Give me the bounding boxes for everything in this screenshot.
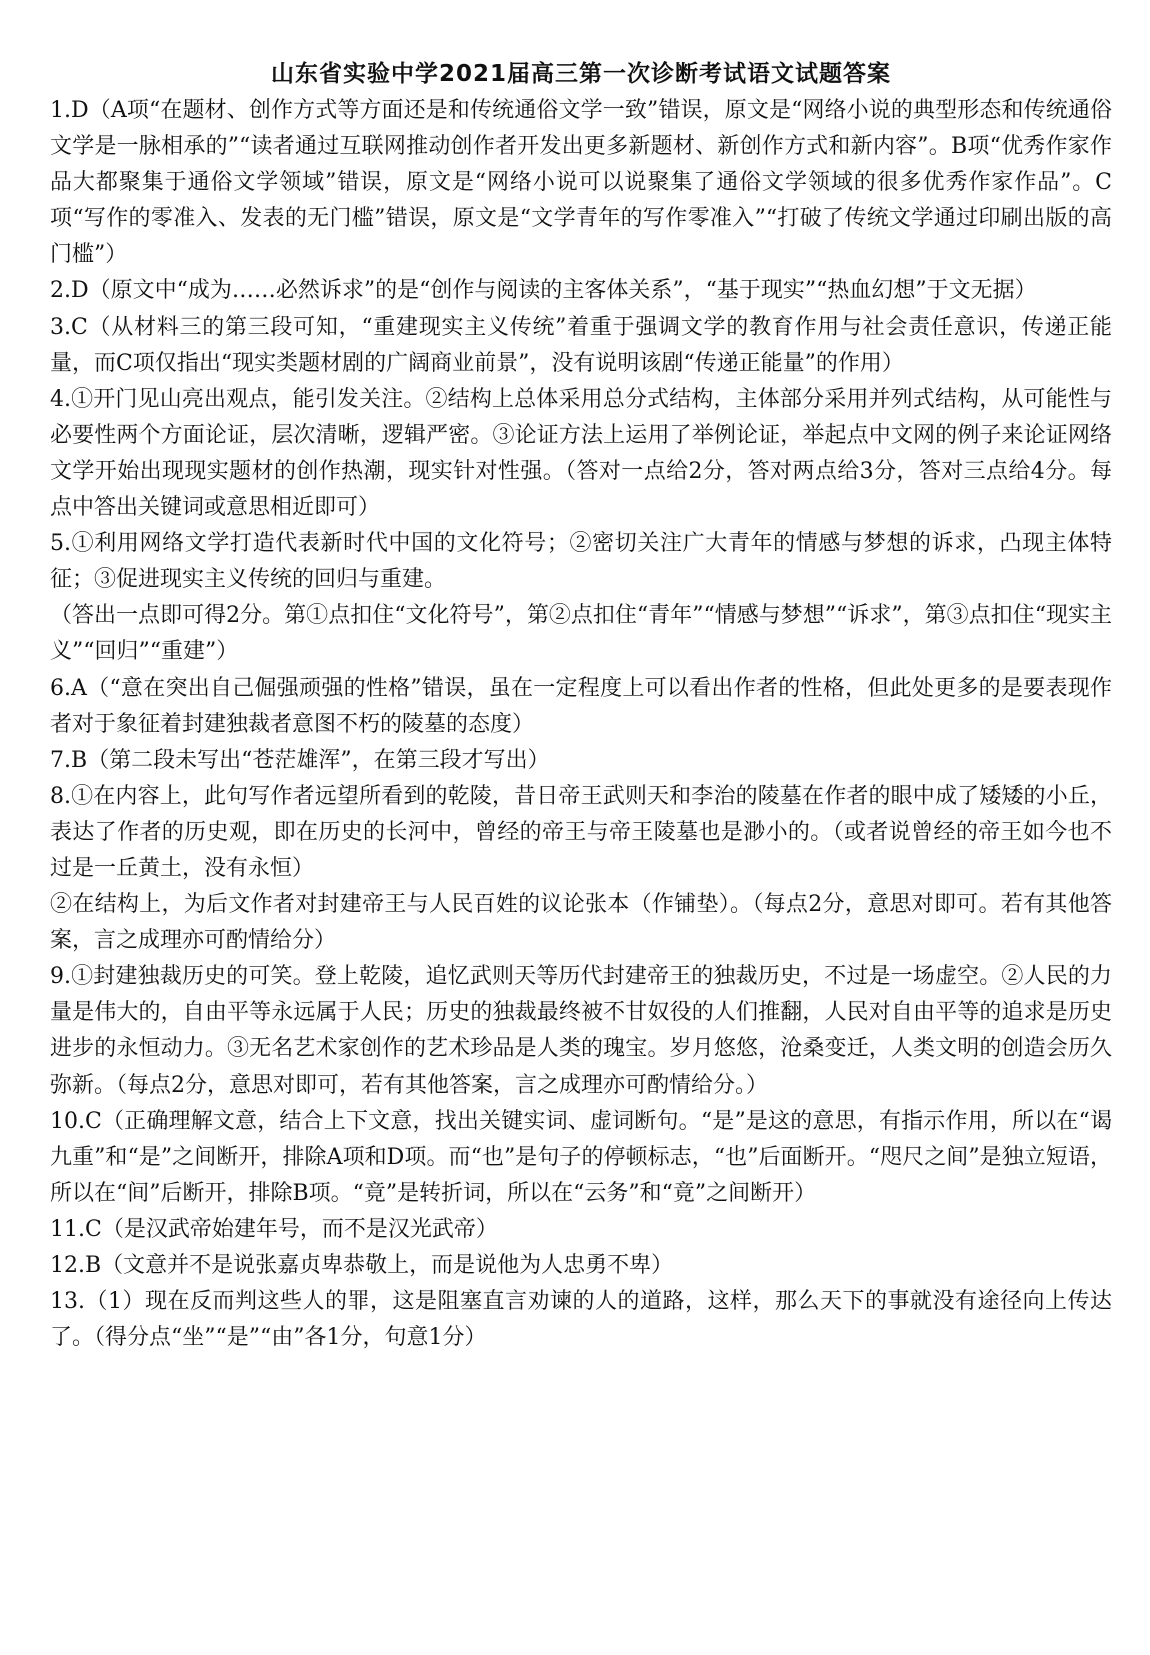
page-title: 山东省实验中学2021届高三第一次诊断考试语文试题答案 [270, 61, 891, 87]
answer-item-8: 8.①在内容上，此句写作者远望所看到的乾陵，昔日帝王武则天和李治的陵墓在作者的眼中成了矮矮的小丘，表达了作者的历史观，即在历史的长河中，曾经的帝王与帝王陵墓也是渺小的。（或者说曾经的帝王如今也不过是一丘黄土，没有永恒） [50, 783, 1112, 881]
answer-item-6: 6.A（“意在突出自己倔强顽强的性格”错误，虽在一定程度上可以看出作者的性格，但此处更多的是要表现作者对于象征着封建独裁者意图不朽的陵墓的态度） [50, 675, 1112, 737]
answer-item-3: 3.C（从材料三的第三段可知，“重建现实主义传统”着重于强调文学的教育作用与社会责任意识，传递正能量，而C项仅指出“现实类题材剧的广阔商业前景”，没有说明该剧“传递正能量”的作用） [50, 314, 1112, 376]
answer-item-5: 5.①利用网络文学打造代表新时代中国的文化符号；②密切关注广大青年的情感与梦想的诉求，凸现主体特征；③促进现实主义传统的回归与重建。 [50, 531, 1112, 593]
answer-item-1: 1.D（A项“在题材、创作方式等方面还是和传统通俗文学一致”错误，原文是“网络小说的典型形态和传统通俗文学是一脉相承的”“读者通过互联网推动创作者开发出更多新题材、新创作方式和新内容”。B项“优秀作家作品大都聚集于通俗文学领域”错误，原文是“网络小说可以说聚集了通俗文学领域的很多优秀作家作品”。C项“写作的零准入、发表的无门槛”错误，原文是“文学青年的写作零准入”“打破了传统文学通过印刷出版的高门槛”） [50, 98, 1112, 268]
answer-item-4: 4.①开门见山亮出观点，能引发关注。②结构上总体采用总分式结构，主体部分采用并列式结构，从可能性与必要性两个方面论证，层次清晰，逻辑严密。③论证方法上运用了举例论证，举起点中文网的例子来论证网络文学开始出现现实题材的创作热潮，现实针对性强。（答对一点给2分，答对两点给3分，答对三点给4分。每点中答出关键词或意思相近即可） [50, 386, 1112, 521]
answer-item-11: 11.C（是汉武帝始建年号，而不是汉光武帝） [50, 1216, 498, 1242]
answer-item-10: 10.C（正确理解文意，结合上下文意，找出关键实词、虚词断句。“是”是这的意思，有指示作用，所以在“谒九重”和“是”之间断开，排除A项和D项。而“也”是句子的停顿标志，“也”后面断开。“咫尺之间”是独立短语，所以在“间”后断开，排除B项。“竟”是转折词，所以在“云务”和“竟”之间断开） [50, 1108, 1112, 1206]
answer-item-12: 12.B（文意并不是说张嘉贞卑恭敬上，而是说他为人忠勇不卑） [50, 1253, 674, 1278]
answer-item-2: 2.D（原文中“成为……必然诉求”的是“创作与阅读的主客体关系”，“基于现实”“热血幻想”于文无据） [50, 278, 1037, 304]
answer-item-9: 9.①封建独裁历史的可笑。登上乾陵，追忆武则天等历代封建帝王的独裁历史，不过是一场虚空。②人民的力量是伟大的，自由平等永远属于人民；历史的独裁最终被不甘奴役的人们推翻，人民对自由平等的追求是历史进步的永恒动力。③无名艺术家创作的艺术珍品是人类的瑰宝。岁月悠悠，沧桑变迁，人类文明的创造会历久弥新。（每点2分，意思对即可，若有其他答案，言之成理亦可酌情给分。） [50, 964, 1112, 1098]
answer-item-8-part-2: ②在结构上，为后文作者对封建帝王与人民百姓的议论张本（作铺垫）。（每点2分，意思对即可。若有其他答案，言之成理亦可酌情给分） [50, 892, 1112, 954]
answer-item-13: 13.（1）现在反而判这些人的罪，这是阻塞直言劝谏的人的道路，这样，那么天下的事就没有途径向上传达了。（得分点“坐”“是”“由”各1分，句意1分） [50, 1289, 1112, 1351]
answer-item-5-scoring: （答出一点即可得2分。第①点扣住“文化符号”，第②点扣住“青年”“情感与梦想”“诉求”，第③点扣住“现实主义”“回归”“重建”） [50, 603, 1112, 665]
answer-item-7: 7.B（第二段未写出“苍茫雄浑”，在第三段才写出） [50, 747, 550, 773]
